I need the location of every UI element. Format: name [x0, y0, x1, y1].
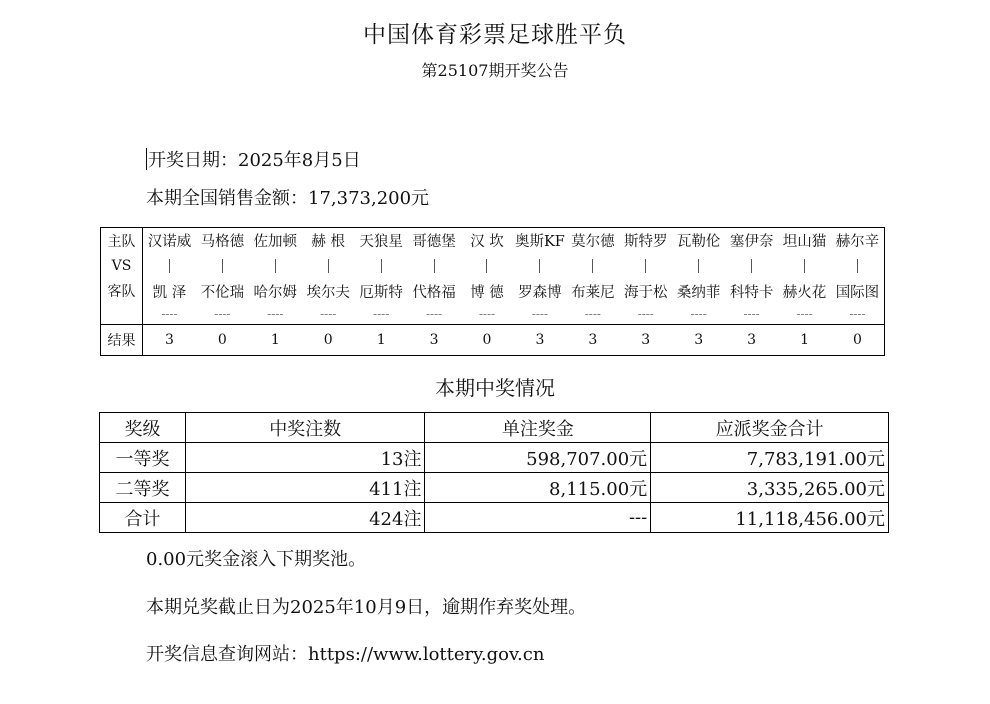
match-column — [725, 228, 778, 355]
away-team: 罗森博 — [518, 284, 562, 301]
draw-date-line — [146, 146, 361, 172]
unit-prize: --- — [425, 503, 651, 533]
match-column — [249, 228, 302, 355]
match-result: 3 — [408, 324, 461, 355]
away-team: 埃尔夫 — [306, 284, 350, 301]
vs-separator — [143, 253, 196, 278]
header-level: 奖级 — [100, 413, 186, 443]
home-team: 坦山猫 — [782, 234, 827, 251]
vs-bar — [486, 259, 487, 273]
match-result: 1 — [778, 324, 831, 355]
vs-separator — [566, 253, 619, 278]
home-team: 瓦勒伦 — [676, 234, 721, 251]
winner-count: 13注 — [185, 443, 425, 473]
vs-separator — [725, 253, 778, 278]
prize-section-title: 本期中奖情况 — [435, 376, 555, 400]
match-column — [672, 228, 725, 355]
dash-line: ---- — [267, 306, 284, 321]
home-label: 主队 — [107, 233, 136, 250]
winner-count: 424注 — [185, 503, 425, 533]
away-team: 科特卡 — [729, 284, 774, 301]
away-team: 赫火花 — [782, 284, 827, 301]
dash-line: ---- — [320, 306, 337, 321]
match-result: 3 — [513, 324, 566, 355]
match-label-column — [101, 228, 143, 355]
dash-line: ---- — [425, 306, 443, 321]
match-result: 1 — [249, 324, 302, 355]
prize-table — [99, 412, 889, 533]
vs-separator — [355, 253, 408, 278]
dash-line: ---- — [161, 306, 178, 321]
dash-line: ---- — [849, 306, 866, 321]
match-column — [831, 228, 884, 355]
home-team: 汉 坎 — [470, 234, 504, 251]
vs-bar — [645, 259, 646, 273]
prize-header-row — [100, 413, 889, 443]
dash-line: ---- — [690, 306, 707, 321]
match-column — [302, 228, 355, 355]
website-note: 开奖信息查询网站：https://www.lottery.gov.cn — [146, 644, 545, 665]
vs-bar — [275, 259, 276, 273]
dash-line: ---- — [531, 306, 549, 321]
rollover-note: 0.00元奖金滚入下期奖池。 — [146, 549, 367, 570]
dash-line: ---- — [743, 306, 760, 321]
vs-bar — [222, 259, 223, 273]
vs-bar — [381, 259, 382, 273]
dash-line: ---- — [637, 306, 654, 321]
vs-separator — [831, 253, 884, 278]
match-result: 0 — [461, 324, 514, 355]
header-total-prize: 应派奖金合计 — [651, 413, 889, 443]
home-team: 奥斯KF — [514, 234, 565, 251]
match-result: 0 — [302, 324, 355, 355]
vs-bar — [698, 259, 699, 273]
match-columns — [143, 228, 884, 355]
match-column — [196, 228, 249, 355]
sales-amount: 本期全国销售金额：17,373,200元 — [146, 188, 430, 209]
vs-label: VS — [111, 258, 132, 275]
header-count: 中奖注数 — [185, 413, 425, 443]
away-team: 哈尔姆 — [253, 284, 298, 301]
away-team: 布莱尼 — [571, 284, 615, 301]
match-result: 3 — [725, 324, 778, 355]
prize-level: 二等奖 — [100, 473, 186, 503]
match-column — [355, 228, 408, 355]
home-team: 汉诺威 — [147, 234, 192, 251]
header-unit-prize: 单注奖金 — [425, 413, 651, 443]
vs-separator — [196, 253, 249, 278]
vs-bar — [434, 259, 435, 273]
match-column — [619, 228, 672, 355]
result-label: 结果 — [101, 324, 142, 355]
table-row — [100, 503, 889, 533]
vs-bar — [751, 259, 752, 273]
vs-bar — [592, 259, 593, 273]
dash-spacer — [101, 304, 142, 324]
table-row — [100, 473, 889, 503]
home-team: 塞伊奈 — [729, 234, 774, 251]
match-result: 3 — [672, 324, 725, 355]
match-column — [566, 228, 619, 355]
match-column — [408, 228, 461, 355]
vs-bar — [539, 259, 540, 273]
draw-date-text: 开奖日期：2025年8月5日 — [148, 150, 361, 171]
home-team: 赫 根 — [311, 234, 346, 251]
text-cursor — [146, 148, 147, 170]
away-team: 不伦瑞 — [200, 284, 245, 301]
vs-separator — [249, 253, 302, 278]
expiry-note: 本期兑奖截止日为2025年10月9日，逾期作弃奖处理。 — [146, 597, 587, 618]
issue-subtitle: 第25107期开奖公告 — [421, 61, 569, 80]
vs-separator — [513, 253, 566, 278]
away-label: 客队 — [107, 284, 136, 301]
match-result: 0 — [196, 324, 249, 355]
dash-line: ---- — [478, 306, 496, 321]
home-team: 佐加顿 — [253, 234, 298, 251]
match-table — [100, 227, 885, 356]
home-team: 斯特罗 — [624, 234, 668, 251]
vs-separator — [408, 253, 461, 278]
match-column — [778, 228, 831, 355]
prize-level: 合计 — [100, 503, 186, 533]
total-prize: 7,783,191.00元 — [651, 443, 889, 473]
home-team: 马格德 — [200, 234, 245, 251]
vs-bar — [804, 259, 805, 273]
winner-count: 411注 — [185, 473, 425, 503]
vs-bar — [328, 259, 329, 273]
away-team: 代格福 — [412, 284, 456, 301]
home-team: 天狼星 — [359, 234, 403, 251]
total-prize: 11,118,456.00元 — [651, 503, 889, 533]
vs-separator — [302, 253, 355, 278]
match-result: 3 — [143, 324, 196, 355]
away-team: 厄斯特 — [359, 284, 403, 301]
match-result: 3 — [619, 324, 672, 355]
unit-prize: 598,707.00元 — [425, 443, 651, 473]
vs-separator — [672, 253, 725, 278]
prize-level: 一等奖 — [100, 443, 186, 473]
home-team: 赫尔辛 — [835, 234, 880, 251]
dash-line: ---- — [373, 306, 390, 321]
away-team: 海于松 — [624, 284, 668, 301]
home-team: 哥德堡 — [412, 234, 456, 251]
match-column — [143, 228, 196, 355]
vs-bar — [857, 259, 858, 273]
vs-separator — [778, 253, 831, 278]
away-team: 国际图 — [835, 284, 880, 301]
page-title: 中国体育彩票足球胜平负 — [363, 22, 627, 48]
vs-bar — [169, 259, 170, 273]
away-team: 凯 泽 — [152, 284, 187, 301]
match-column — [513, 228, 566, 355]
dash-line: ---- — [214, 306, 231, 321]
vs-separator — [461, 253, 514, 278]
table-row — [100, 443, 889, 473]
away-team: 桑纳菲 — [676, 284, 721, 301]
unit-prize: 8,115.00元 — [425, 473, 651, 503]
vs-separator — [619, 253, 672, 278]
match-result: 1 — [355, 324, 408, 355]
dash-line: ---- — [796, 306, 813, 321]
total-prize: 3,335,265.00元 — [651, 473, 889, 503]
match-result: 3 — [566, 324, 619, 355]
dash-line: ---- — [584, 306, 601, 321]
home-team: 莫尔德 — [571, 234, 615, 251]
match-result: 0 — [831, 324, 884, 355]
away-team: 博 德 — [470, 284, 504, 301]
match-column — [461, 228, 514, 355]
